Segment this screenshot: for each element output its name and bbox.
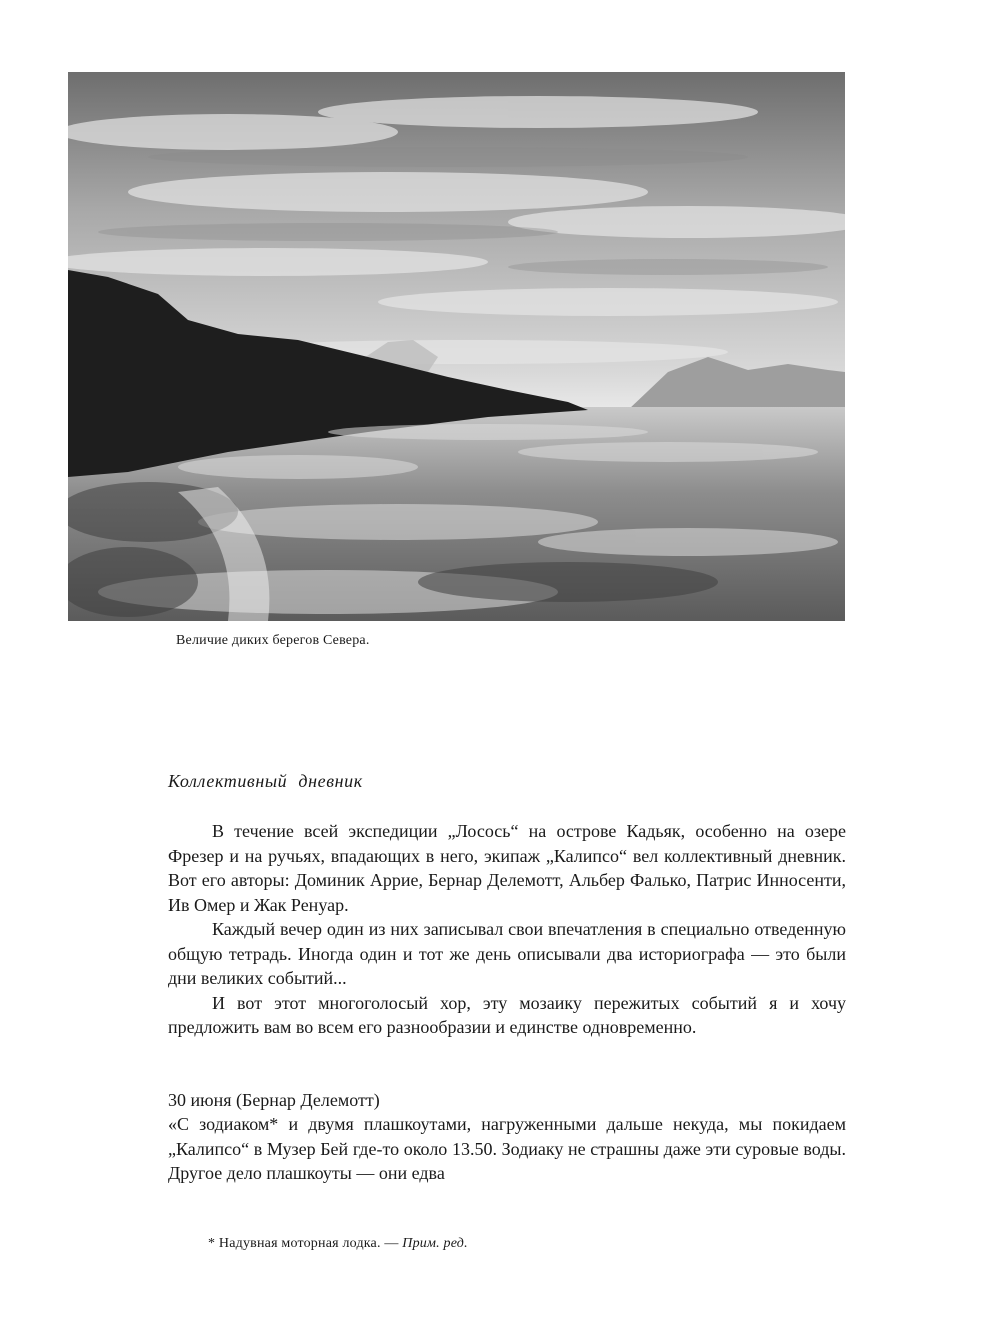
footnote-text: * Надувная моторная лодка. —: [208, 1236, 403, 1251]
section-heading: Коллективный дневник: [168, 771, 363, 791]
footnote: [208, 1236, 468, 1252]
footnote-editor-note: Прим. ред.: [402, 1236, 468, 1251]
diary-entry-paragraph: «С зодиаком* и двумя плашкоутами, нагруженными дальше некуда, мы покидаем „Калипсо“ в Музер Бей где-то около 13.50. Зодиаку не страшны даже эти суровые воды. Другое дело плашкоуты — они едва: [168, 1114, 846, 1183]
intro-text: [168, 819, 846, 1040]
landscape-photo-image: [68, 72, 845, 621]
intro-paragraph: И вот этот многоголосый хор, эту мозаику пережитых событий я и хочу предложить вам во всем его разнообразии и единстве одновременно.: [168, 992, 846, 1037]
diary-entry-date: 30 июня (Бернар Делемотт): [168, 1090, 380, 1110]
landscape-photo: [68, 72, 845, 621]
photo-caption: Величие диких берегов Севера.: [176, 633, 370, 648]
diary-entry-text: [168, 1112, 846, 1186]
intro-paragraph: В течение всей экспедиции „Лосось“ на острове Кадьяк, особенно на озере Фрезер и на ручьях, впадающих в него, экипаж „Калипсо“ вел коллективный дневник. Вот его авторы: Доминик Аррие, Бернар Делемотт, Альбер Фалько, Патрис Инносенти, Ив Омер и Жак Ренуар.: [168, 821, 846, 915]
intro-paragraph: Каждый вечер один из них записывал свои впечатления в специально отведенную общую тетрадь. Иногда один и тот же день описывали два историографа — это были дни великих событий...: [168, 919, 846, 988]
